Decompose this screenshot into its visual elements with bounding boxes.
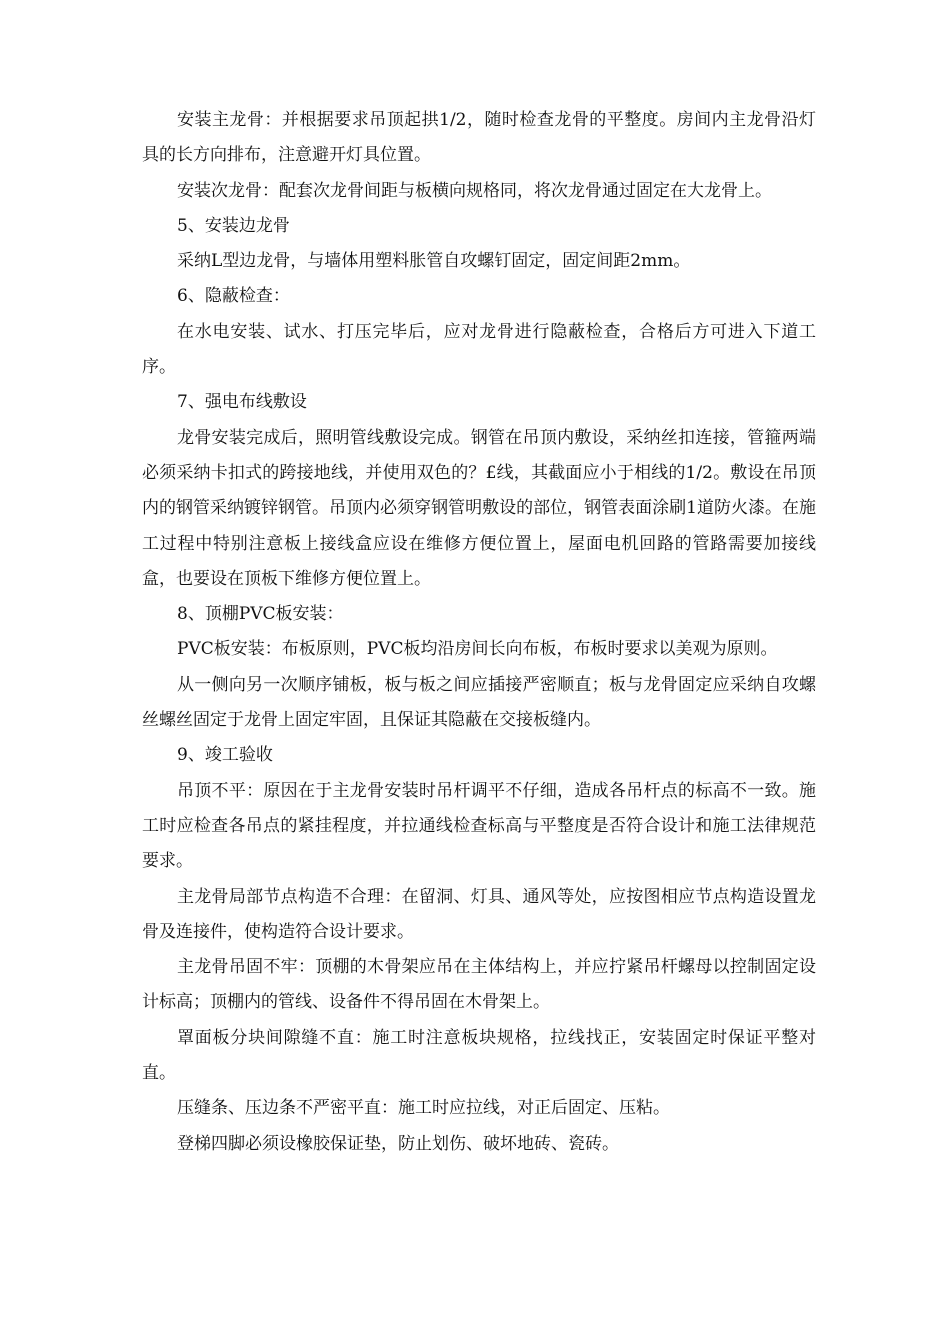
section-heading-7: 7、强电布线敷设: [177, 392, 307, 413]
section-heading-5: 5、安装边龙骨: [177, 215, 290, 236]
section-heading-6: 6、隐蔽检查：: [177, 286, 290, 307]
section-heading-9: 9、竣工验收: [177, 745, 273, 766]
paragraph-edge-strips: 压缝条、压边条不严密平直：施工时应拉线，对正后固定、压粘。: [177, 1098, 670, 1119]
paragraph-secondary-keel: 安装次龙骨：配套次龙骨间距与板横向规格同，将次龙骨通过固定在大龙骨上。: [177, 180, 772, 201]
paragraph-ladder-pads: 登梯四脚必须设橡胶保证垫，防止划伤、破坏地砖、瓷砖。: [177, 1133, 619, 1154]
paragraph-wiring: 龙骨安装完成后，照明管线敷设完成。钢管在吊顶内敷设，采纳丝扣连接，管箍两端必须采纳卡扣式的跨接地线，并使用双色的？£线，其截面应小于相线的1/2。敷设在吊顶内的钢管采纳镀锌钢管。吊顶内必须穿钢管明敷设的部位，钢管表面涂刷1道防火漆。在施工过程中特别注意板上接线盒应设在维修方便位置上，屋面电机回路的管路需要加接线盒，也要设在顶板下维修方便位置上。: [142, 427, 816, 589]
paragraph-node-structure: 主龙骨局部节点构造不合理：在留洞、灯具、通风等处，应按图相应节点构造设置龙骨及连接件，使构造符合设计要求。: [142, 886, 816, 942]
paragraph-pvc-install: PVC板安装：布板原则，PVC板均沿房间长向布板，布板时要求以美观为原则。: [177, 639, 778, 660]
paragraph-concealed-inspection: 在水电安装、试水、打压完毕后，应对龙骨进行隐蔽检查，合格后方可进入下道工序。: [142, 321, 816, 378]
paragraph-ceiling-uneven: 吊顶不平：原因在于主龙骨安装时吊杆调平不仔细，造成各吊杆点的标高不一致。施工时应检查各吊点的紧挂程度，并拉通线检查标高与平整度是否符合设计和施工法律规范要求。: [142, 780, 816, 872]
paragraph-pvc-order: 从一侧向另一次顺序铺板，板与板之间应插接严密顺直；板与龙骨固定应采纳自攻螺丝螺丝固定于龙骨上固定牢固，且保证其隐蔽在交接板缝内。: [142, 674, 816, 731]
paragraph-hanging-fixation: 主龙骨吊固不牢：顶棚的木骨架应吊在主体结构上，并应拧紧吊杆螺母以控制固定设计标高；顶棚内的管线、设备件不得吊固在木骨架上。: [142, 957, 816, 1013]
paragraph-main-keel: 安装主龙骨：并根据要求吊顶起拱1/2，随时检查龙骨的平整度。房间内主龙骨沿灯具的长方向排布，注意避开灯具位置。: [142, 110, 816, 166]
section-heading-8: 8、顶棚PVC板安装：: [177, 604, 344, 625]
document-body: [142, 103, 816, 1162]
paragraph-panel-gaps: 罩面板分块间隙缝不直：施工时注意板块规格，拉线找正，安装固定时保证平整对直。: [142, 1027, 816, 1084]
paragraph-edge-keel: 采纳L型边龙骨，与墙体用塑料胀管自攻螺钉固定，固定间距2mm。: [177, 251, 691, 272]
